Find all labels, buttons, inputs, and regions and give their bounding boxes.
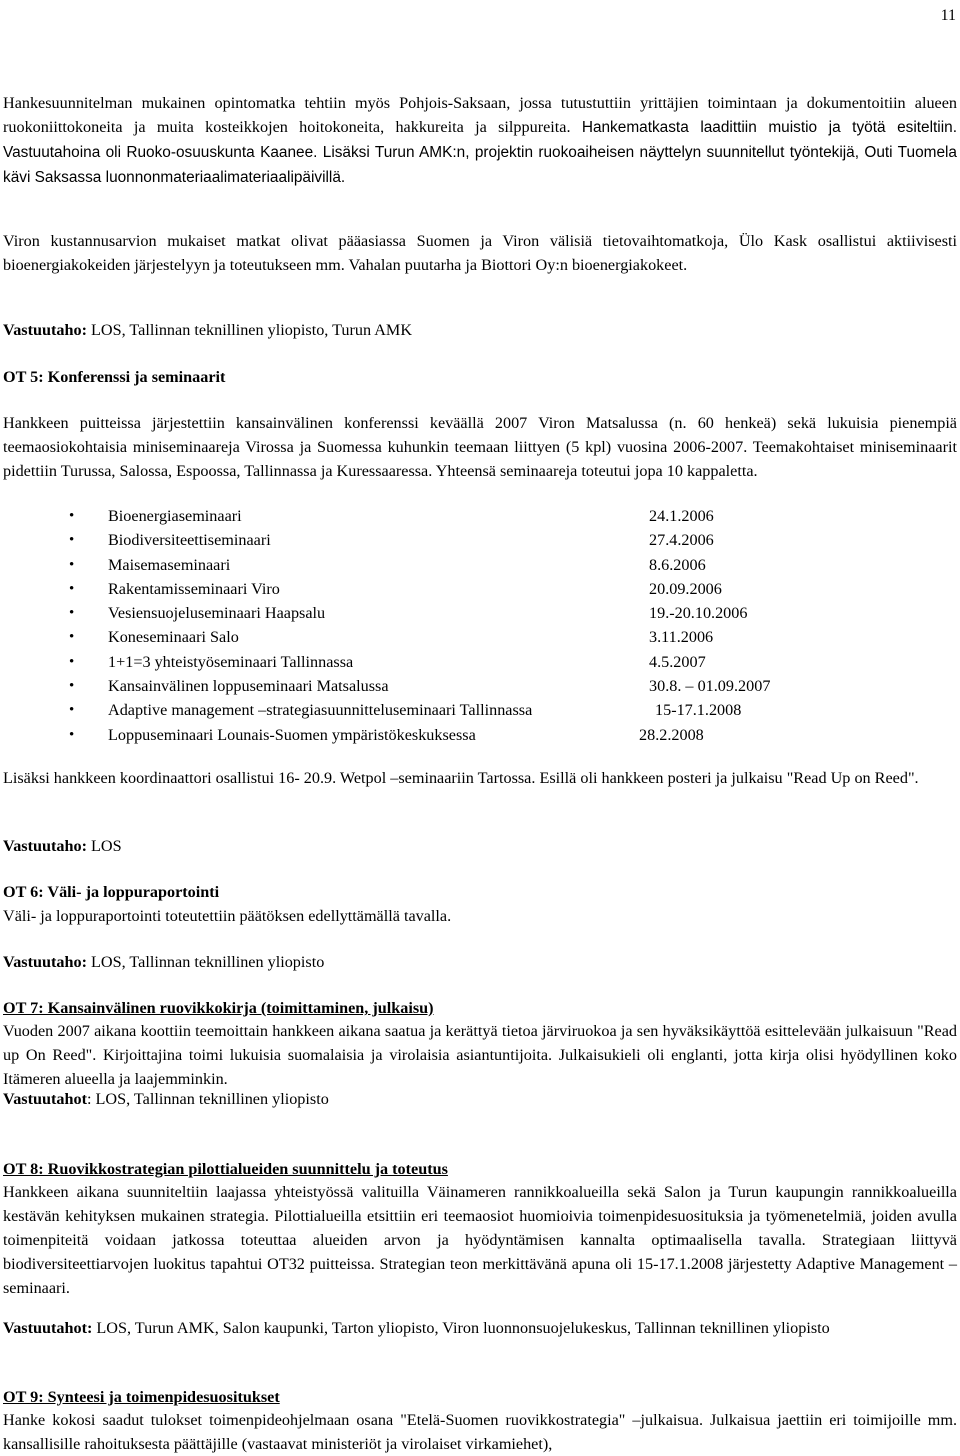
bullet-icon: • bbox=[69, 556, 75, 573]
ot9-heading: OT 9: Synteesi ja toimenpidesuositukset bbox=[3, 1388, 280, 1406]
seminar-name: Adaptive management –strategiasuunnitteluseminaari Tallinnassa bbox=[108, 701, 533, 720]
page-number: 11 bbox=[940, 7, 956, 24]
bullet-icon: • bbox=[69, 678, 75, 695]
list-item bbox=[3, 674, 957, 698]
seminar-date: 15-17.1.2008 bbox=[655, 701, 742, 720]
bullet-icon: • bbox=[69, 629, 75, 646]
seminar-date: 27.4.2006 bbox=[649, 531, 714, 550]
intro-responsibility bbox=[3, 318, 957, 342]
responsibility-value: LOS, Tallinnan teknillinen yliopisto bbox=[86, 953, 325, 971]
responsibility-label: Vastuutaho: bbox=[3, 321, 87, 339]
list-item bbox=[3, 504, 957, 528]
intro-text-serif: Hankesuunnitelman mukainen opintomatka tehtiin myös Pohjois-Saksaan, jossa tutustuttiin yrittäjien toimintaan ja dokumentoitiin alueen ruokoniittokoneita ja muita kosteikkojen hoitokoneita, hakkureita ja silppureita. bbox=[3, 94, 957, 136]
list-item bbox=[3, 650, 957, 674]
responsibility-value: LOS bbox=[86, 837, 122, 855]
bullet-icon: • bbox=[69, 653, 75, 670]
ot5-responsibility bbox=[3, 834, 957, 858]
seminar-date: 20.09.2006 bbox=[649, 579, 722, 598]
ot8-responsibility bbox=[3, 1316, 957, 1340]
seminar-date: 4.5.2007 bbox=[649, 652, 706, 671]
list-item bbox=[3, 698, 957, 722]
seminar-list bbox=[3, 504, 957, 748]
seminar-name: Biodiversiteettiseminaari bbox=[108, 531, 271, 550]
responsibility-label: Vastuutahot bbox=[3, 1090, 87, 1108]
list-item bbox=[3, 625, 957, 649]
responsibility-label: Vastuutahot: bbox=[3, 1319, 93, 1337]
responsibility-value: LOS, Tallinnan teknillinen yliopisto, Turun AMK bbox=[86, 321, 413, 339]
seminar-date: 28.2.2008 bbox=[639, 725, 704, 744]
responsibility-label: Vastuutaho: bbox=[3, 837, 87, 855]
bullet-icon: • bbox=[69, 508, 75, 524]
viro-paragraph: Viron kustannusarvion mukaiset matkat olivat pääasiassa Suomen ja Viron välisiä tietovaihtomatkoja, Ülo Kask osallistui aktiivisesti bioenergiakokeiden järjestelyyn ja toteutukseen mm. Vahalan puutarha ja Biottori Oy:n bioenergiakokeet. bbox=[3, 232, 957, 274]
seminar-name: Loppuseminaari Lounais-Suomen ympäristökeskuksessa bbox=[108, 725, 476, 744]
seminar-date: 8.6.2006 bbox=[649, 555, 706, 574]
bullet-icon: • bbox=[69, 580, 75, 597]
intro-paragraph bbox=[3, 91, 957, 190]
seminar-name: Koneseminaari Salo bbox=[108, 628, 239, 647]
list-item bbox=[3, 601, 957, 625]
seminar-date: 24.1.2006 bbox=[649, 507, 714, 525]
bullet-icon: • bbox=[69, 605, 75, 622]
seminar-name: Kansainvälinen loppuseminaari Matsalussa bbox=[108, 677, 389, 696]
seminar-name: 1+1=3 yhteistyöseminaari Tallinnassa bbox=[108, 652, 354, 671]
ot5-heading: OT 5: Konferenssi ja seminaarit bbox=[3, 368, 226, 386]
seminar-name: Vesiensuojeluseminaari Haapsalu bbox=[108, 604, 326, 623]
responsibility-value: : LOS, Tallinnan teknillinen yliopisto bbox=[86, 1090, 329, 1108]
ot8-body: Hankkeen aikana suunniteltiin laajassa yhteistyössä valituilla Väinameren rannikkoalueilla sekä Salon ja Turun kaupungin rannikkoalueilla kestävän kehityksen mukainen strategia. Pilottialueilla etsittiin eri teemaosiot huomioivia toimenpidesuosituksia ja työmenetelmiä, joiden avulla toimenpiteitä voidaan jatkossa toteuttaa alueiden arvon ja hyödyntämisen kannalta optimaalisella tavalla. Strategiaan liittyvä biodiversiteettiarvojen luokitus tapahtui OT32 puitteissa. Strategian teon merkittävänä apuna oli 15-17.1.2008 järjestetty Adaptive Management –seminaari. bbox=[3, 1183, 957, 1297]
bullet-icon: • bbox=[69, 702, 75, 719]
responsibility-label: Vastuutaho: bbox=[3, 953, 87, 971]
seminar-name: Bioenergiaseminaari bbox=[108, 507, 242, 525]
ot9-body: Hanke kokosi saadut tulokset toimenpideohjelmaan osana "Etelä-Suomen ruovikkostrategia" –julkaisua. Julkaisua jaettiin eri toimijoille mm. kansallisille rahoituksesta päättäjille (vastaavat ministeriöt ja virolaiset virkamiehet), bbox=[3, 1411, 957, 1453]
responsibility-value: LOS, Turun AMK, Salon kaupunki, Tarton yliopisto, Viron luonnonsuojelukeskus, Tallinnan teknillinen yliopisto bbox=[92, 1319, 830, 1337]
seminar-date: 3.11.2006 bbox=[649, 628, 714, 647]
ot6-body: Väli- ja loppuraportointi toteutettiin päätöksen edellyttämällä tavalla. bbox=[3, 907, 452, 925]
seminar-date: 19.-20.10.2006 bbox=[649, 604, 748, 623]
seminar-name: Maisemaseminaari bbox=[108, 555, 231, 574]
intro-text-sans: Hankematkasta laadittiin muistio ja työtä esiteltiin. Vastuutahoina oli Ruoko-osuuskunta Kaanee. Lisäksi Turun AMK:n, projektin ruokoaiheisen näyttelyn suunnitellut työntekijä, Outi Tuomela kävi Saksassa luonnonmateriaalimateriaalipäivillä. bbox=[3, 119, 957, 186]
bullet-icon: • bbox=[69, 532, 75, 549]
ot5-extra: Lisäksi hankkeen koordinaattori osallistui 16- 20.9. Wetpol –seminaariin Tartossa. Esillä oli hankkeen posteri ja julkaisu "Read Up on Reed". bbox=[3, 769, 919, 787]
list-item bbox=[3, 528, 957, 552]
ot7-body: Vuoden 2007 aikana koottiin teemoittain hankkeen aikana saatua ja kerättyä tietoa järviruokoa ja sen hyväksikäyttöä esittelevään julkaisuun "Read up On Reed". Kirjoittajina toimi lukuisia suomalaisia ja virolaisia asiantuntijoita. Julkaisukieli oli englanti, jotta kirja olisi hyödyllinen koko Itämeren alueella ja laajemminkin. bbox=[3, 1022, 957, 1088]
ot7-responsibility bbox=[3, 1087, 957, 1111]
bullet-icon: • bbox=[69, 726, 75, 743]
list-item bbox=[3, 553, 957, 577]
list-item bbox=[3, 723, 957, 747]
ot8-heading: OT 8: Ruovikkostrategian pilottialueiden suunnittelu ja toteutus bbox=[3, 1160, 448, 1178]
list-item bbox=[3, 577, 957, 601]
ot6-heading: OT 6: Väli- ja loppuraportointi bbox=[3, 883, 220, 901]
ot6-responsibility bbox=[3, 950, 957, 974]
seminar-name: Rakentamisseminaari Viro bbox=[108, 579, 280, 598]
seminar-date: 30.8. – 01.09.2007 bbox=[649, 677, 771, 696]
ot7-heading: OT 7: Kansainvälinen ruovikkokirja (toimittaminen, julkaisu) bbox=[3, 999, 434, 1017]
ot5-body: Hankkeen puitteissa järjestettiin kansainvälinen konferenssi keväällä 2007 Viron Matsalussa (n. 60 henkeä) sekä lukuisia pienempiä teemaosiokohtaisia miniseminaareja Virossa ja Suomessa kuhunkin teemaan liittyen (5 kpl) vuosina 2006-2007. Teemakohtaiset miniseminaarit pidettiin Turussa, Salossa, Espoossa, Tallinnassa ja Kuressaaressa. Yhteensä seminaareja toteutui jopa 10 kappaletta. bbox=[3, 414, 957, 480]
